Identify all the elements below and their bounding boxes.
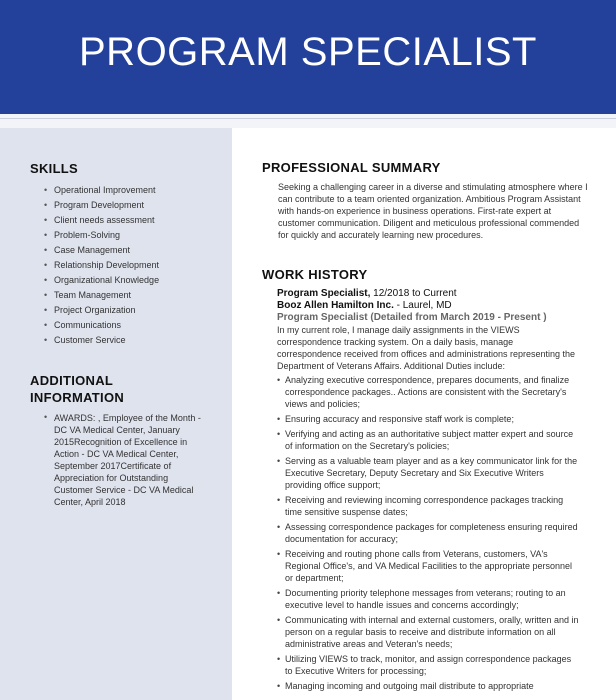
- header-banner: [0, 0, 616, 114]
- resume-title: PROGRAM SPECIALIST: [79, 30, 537, 74]
- job-title: Program Specialist,: [277, 288, 371, 299]
- summary-text: Seeking a challenging career in a diverse and stimulating atmosphere where I can contribute to a team oriented organization. Ambitious Program Assistant with hands-on experience in business operations. First-rate expert at customer communication. Diligent and meticulous professional commended for quickly and accurately learning new procedures.: [278, 182, 588, 240]
- skill-item: • Client needs assessment: [44, 213, 159, 228]
- skill-item: • Case Management: [44, 243, 159, 258]
- header-band-line: [0, 118, 616, 119]
- skill-item: • Organizational Knowledge: [44, 273, 159, 288]
- duty-item: • Ensuring accuracy and responsive staff work is complete;: [277, 413, 581, 425]
- skill-item: • Program Development: [44, 198, 159, 213]
- additional-heading-line2: INFORMATION: [30, 390, 125, 405]
- duties-list: [277, 374, 581, 692]
- job-intro: In my current role, I manage daily assignments in the VIEWS correspondence tracking system. On a daily basis, manage correspondence received from offices and administrations representing the Department of Veterans Affairs. Additional Duties include:: [277, 325, 575, 371]
- duty-item: • Documenting priority telephone messages from veterans; routing to an executive level to handle issues and concerns accordingly;: [277, 587, 581, 611]
- duty-item: • Managing incoming and outgoing mail distribute to appropriate: [277, 680, 581, 692]
- employer-line: [277, 300, 597, 312]
- summary-heading: PROFESSIONAL SUMMARY: [262, 160, 441, 175]
- duty-item: • Analyzing executive correspondence, prepares documents, and finalize correspondence packages.. Actions are consistent with the Secretary's views and policies;: [277, 374, 581, 410]
- skill-item: • Project Organization: [44, 303, 159, 318]
- additional-heading-line1: ADDITIONAL: [30, 373, 114, 388]
- duty-item: • Assessing correspondence packages for completeness ensuring required documentation for accuracy;: [277, 521, 581, 545]
- duty-item: • Receiving and routing phone calls from Veterans, customers, VA's Regional Office's, and VA Medical Facilities to the appropriate personnel or department;: [277, 548, 581, 584]
- skill-item: • Operational Improvement: [44, 183, 159, 198]
- skills-heading: SKILLS: [30, 161, 79, 176]
- skills-list: [44, 183, 159, 348]
- duty-item: • Receiving and reviewing incoming correspondence packages tracking time sensitive suspense dates;: [277, 494, 581, 518]
- job-title-line: [277, 288, 597, 300]
- duty-item: • Utilizing VIEWS to track, monitor, and assign correspondence packages to Executive Writers for processing;: [277, 653, 581, 677]
- employer: Booz Allen Hamilton Inc.: [277, 300, 394, 311]
- duty-item: • Verifying and acting as an authoritative subject matter expert and source of information on the Secretary's policies;: [277, 428, 581, 452]
- skill-item: • Team Management: [44, 288, 159, 303]
- duty-item: • Serving as a valuable team player and as a key communicator link for the Executive Secretary, Deputy Secretary and Six Executive Writers providing office support;: [277, 455, 581, 491]
- job-subtitle: Program Specialist (Detailed from March 2019 - Present ): [277, 312, 547, 323]
- job-location: - Laurel, MD: [393, 300, 452, 311]
- header-band: [0, 114, 616, 128]
- job-dates: 12/2018 to Current: [370, 288, 457, 299]
- additional-info: [44, 412, 206, 508]
- skill-item: • Problem-Solving: [44, 228, 159, 243]
- work-history-heading: WORK HISTORY: [262, 267, 368, 282]
- skill-item: • Relationship Development: [44, 258, 159, 273]
- additional-heading: [30, 372, 124, 406]
- job-entry: [277, 288, 597, 695]
- duty-item: • Communicating with internal and external customers, orally, written and in person on a regular basis to receive and distribute information on all administrative areas and Veteran's needs;: [277, 614, 581, 650]
- skill-item: • Communications: [44, 318, 159, 333]
- skill-item: • Customer Service: [44, 333, 159, 348]
- bullet-icon: •: [44, 412, 48, 422]
- additional-info-text: AWARDS: , Employee of the Month - DC VA Medical Center, January 2015Recognition of Excellence in Action - DC VA Medical Center, September 2017Certificate of Appreciation for Outstanding Customer Service - DC VA Medical Center, April 2018: [54, 413, 201, 507]
